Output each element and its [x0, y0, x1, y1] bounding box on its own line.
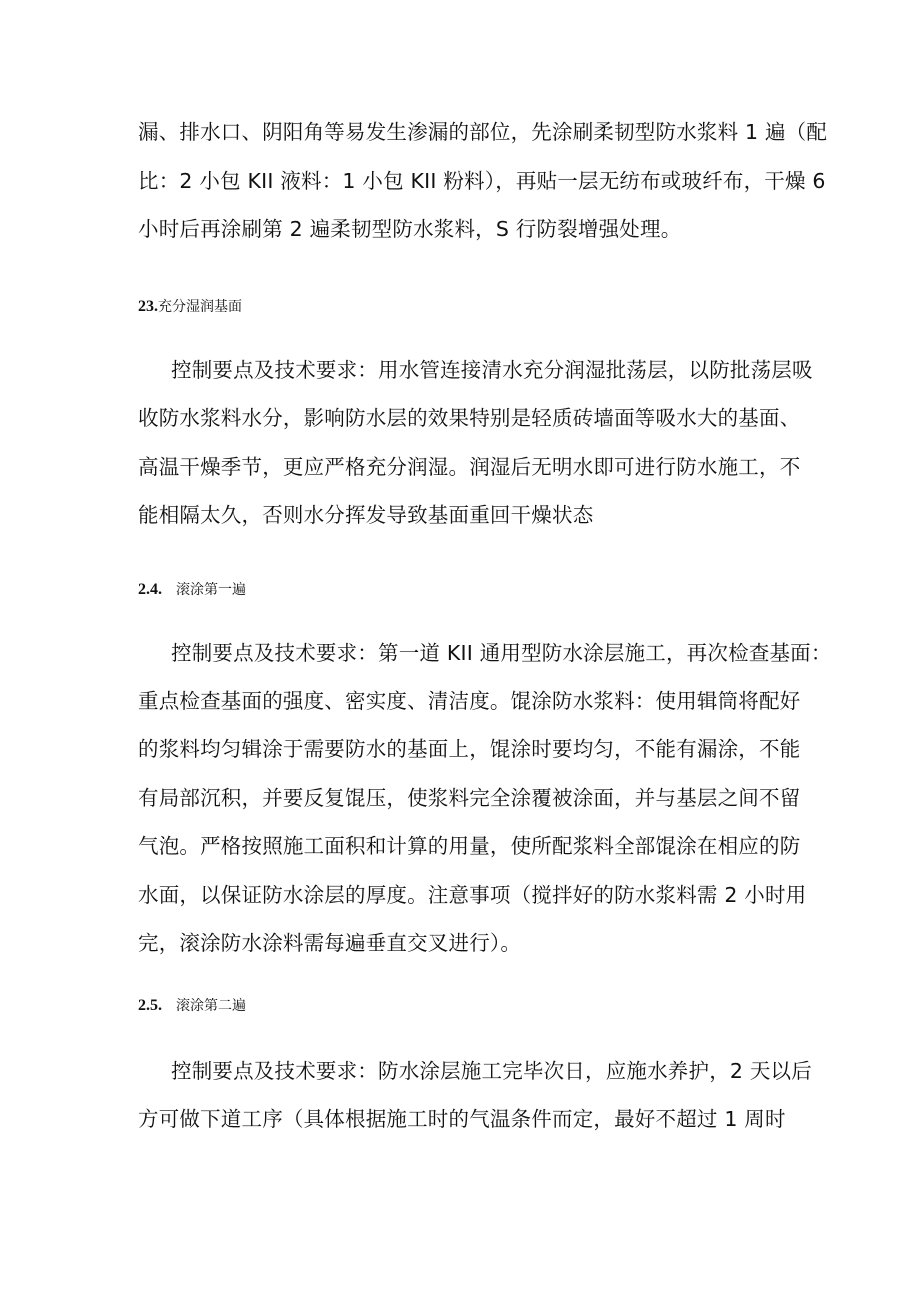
body-text-line: 控制要点及技术要求：防水涂层施工完毕次日，应施水养护，2 天以后 — [171, 1059, 812, 1083]
section-heading — [138, 578, 246, 601]
section-number: 2.4. — [138, 581, 162, 598]
body-text-line: 气泡。严格按照施工面积和计算的用量，使所配浆料全部馄涂在相应的防 — [138, 834, 801, 858]
body-text-line: 重点检查基面的强度、密实度、清洁度。馄涂防水浆料：使用辑筒将配好 — [138, 689, 801, 713]
section-title: 充分湿润基面 — [158, 299, 242, 315]
body-text-line: 高温干燥季节，更应严格充分润湿。润湿后无明水即可进行防水施工，不 — [138, 455, 801, 479]
body-text-line: 漏、排水口、阴阳角等易发生渗漏的部位，先涂刷柔韧型防水浆料 1 遍（配 — [138, 120, 828, 144]
section-title: 滚涂第一遍 — [176, 582, 246, 598]
section-heading — [138, 295, 242, 318]
section-heading — [138, 994, 246, 1017]
section-title: 滚涂第二遍 — [176, 998, 246, 1014]
body-text-line: 完，滚涂防水涂料需每遍垂直交叉进行）。 — [138, 931, 522, 955]
body-text-line: 有局部沉积，并要反复馄压，使浆料完全涂覆被涂面，并与基层之间不留 — [138, 786, 801, 810]
body-text-line: 小时后再涂刷第 2 遍柔韧型防水浆料，S 行防裂增强处理。 — [138, 217, 682, 241]
body-text-line: 水面，以保证防水涂层的厚度。注意事项（搅拌好的防水浆料需 2 小时用 — [138, 883, 807, 907]
body-text-line: 方可做下道工序（具体根据施工时的气温条件而定，最好不超过 1 周时 — [138, 1107, 786, 1131]
body-text-line: 的浆料均匀辑涂于需要防水的基面上，馄涂时要均匀，不能有漏涂，不能 — [138, 737, 801, 761]
body-text-line: 控制要点及技术要求：第一道 KII 通用型防水涂层施工，再次检查基面： — [171, 641, 832, 665]
section-number: 2.5. — [138, 997, 162, 1014]
body-text-line: 能相隔太久，否则水分挥发导致基面重回干燥状态 — [138, 503, 594, 527]
body-text-line: 比：2 小包 KII 液料：1 小包 KII 粉料），再贴一层无纺布或玻纤布，干燥 6 — [138, 169, 826, 193]
section-number: 23. — [138, 298, 158, 315]
body-text-line: 收防水浆料水分，影响防水层的效果特别是轻质砖墙面等吸水大的基面、 — [138, 406, 801, 430]
body-text-line: 控制要点及技术要求：用水管连接清水充分润湿批荡层，以防批荡层吸 — [171, 358, 813, 382]
